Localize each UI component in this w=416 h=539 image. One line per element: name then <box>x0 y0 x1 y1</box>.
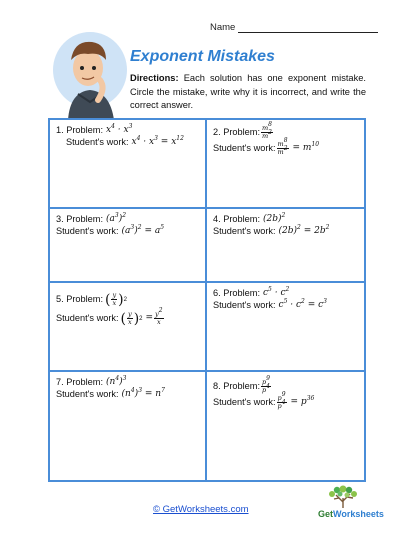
problem-number: 6. <box>213 288 221 298</box>
logo-text-get: Get <box>318 509 334 519</box>
problem-number: 1. <box>56 125 64 135</box>
student-work-expression: $\frac{p^9}{p^4}$ <box>277 391 286 410</box>
student-work-expression: $(n^4)^3 = n^7$ <box>121 386 165 399</box>
problem-expression: $(n^4)^3$ <box>106 375 127 387</box>
problem-label: Problem: <box>223 288 260 298</box>
problem-label: Problem: <box>66 377 103 387</box>
problem-expression: $c^5 \cdot c^2$ <box>263 286 290 298</box>
problem-label: Problem: <box>223 214 260 224</box>
student-work-expression: ( $\frac{y}{x}$ ) 2 = $\frac{y^2}{x}$ <box>120 307 163 327</box>
student-work-label: Student's work: <box>213 396 276 407</box>
directions-text: Each solution has one exponent mistake. Circle the mistake, write why it is incorrect, and write the correct answer. <box>130 73 366 110</box>
worksheet-title: Exponent Mistakes <box>130 48 275 65</box>
problem-expression: $x^4 \cdot x^3$ <box>106 123 133 135</box>
problem-label: Problem: <box>223 380 260 391</box>
problem-number: 4. <box>213 214 221 224</box>
problem-cell-4[interactable] <box>207 209 364 283</box>
logo-text-worksheets: Worksheets <box>333 509 384 519</box>
problem-expression: $(2b)^2$ <box>263 212 286 224</box>
problem-label: Problem: <box>223 126 260 137</box>
problem-cell-2[interactable]: 2. Problem: $\frac{m^8}{m^2}$ Student's work: $\frac{m^8}{m^2}$ = $m^{10}$ <box>207 120 364 209</box>
student-work-expression: $x^4 \cdot x^3 = x^{12}$ <box>131 134 184 147</box>
problem-label: Problem: <box>66 125 103 135</box>
student-work-label: Student's work: <box>56 312 119 323</box>
getworksheets-link[interactable]: © GetWorksheets.com <box>153 504 249 515</box>
getworksheets-tree-logo <box>310 484 376 526</box>
problem-expression: $(a^3)^2$ <box>106 212 127 224</box>
problem-grid <box>48 118 366 482</box>
student-work-expression: $(a^3)^2 = a^5$ <box>121 223 165 236</box>
directions <box>130 72 366 113</box>
problem-cell-6[interactable] <box>207 283 364 372</box>
student-work-label: Student's work: <box>66 136 129 147</box>
problem-cell-5[interactable] <box>50 283 207 372</box>
student-work-label: Student's work: <box>56 388 119 399</box>
name-line[interactable] <box>238 23 378 33</box>
name-field[interactable] <box>210 22 378 33</box>
getworksheets-logo-text <box>318 509 384 519</box>
student-work-expression: $(2b)^2 = 2b^2$ <box>278 223 330 236</box>
student-work-expression: $\frac{m^8}{m^2}$ <box>277 137 288 156</box>
problem-cell-8[interactable]: 8. Problem: $\frac{p^9}{p^4}$ Student's work: $\frac{p^9}{p^4}$ = $p^{36}$ <box>213 375 315 410</box>
problem-number: 3. <box>56 214 64 224</box>
problem-label: Problem: <box>66 214 103 224</box>
problem-number: 5. <box>56 293 64 304</box>
problem-cell-1[interactable] <box>50 120 207 209</box>
problem-number: 8. <box>213 380 221 391</box>
student-work-label: Student's work: <box>213 225 276 236</box>
problem-label: Problem: <box>66 293 103 304</box>
problem-cell-7[interactable] <box>50 372 207 480</box>
student-work-label: Student's work: <box>213 299 276 310</box>
problem-number: 7. <box>56 377 64 387</box>
student-work-label: Student's work: <box>213 142 276 153</box>
directions-label: Directions: <box>130 73 179 83</box>
problem-cell-3[interactable] <box>50 209 207 283</box>
student-work-expression: $c^5 \cdot c^2 = c^3$ <box>278 297 327 310</box>
thinking-man-illustration <box>48 30 128 120</box>
student-work-label: Student's work: <box>56 225 119 236</box>
problem-expression: $\frac{p^9}{p^4}$ <box>262 375 270 394</box>
problem-expression: ( $\frac{y}{x}$ ) 2 <box>105 291 127 308</box>
problem-expression: $\frac{m^8}{m^2}$ <box>262 121 272 140</box>
name-label: Name <box>210 22 236 33</box>
problem-number: 2. <box>213 126 221 137</box>
